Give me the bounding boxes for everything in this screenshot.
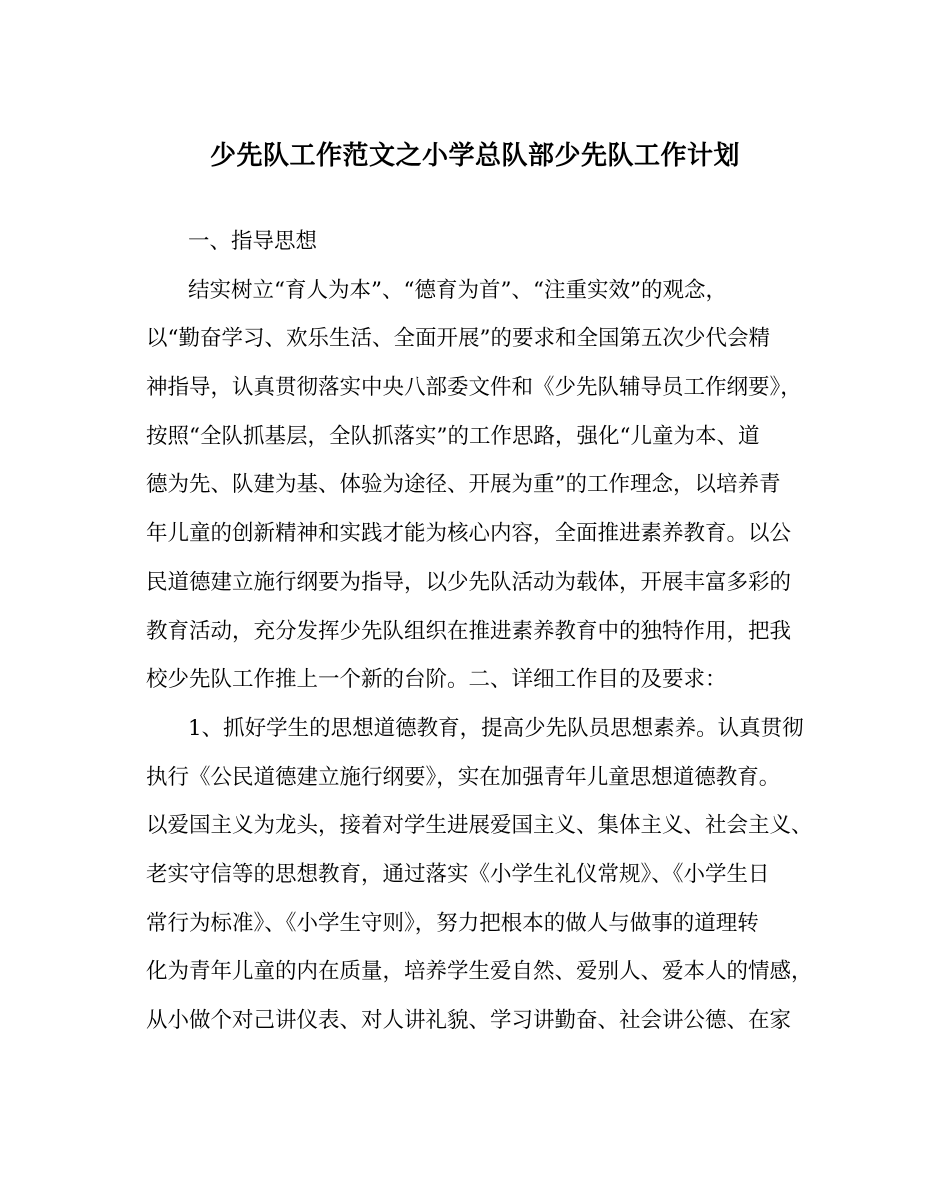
text-line: 一、指导思想 <box>188 229 318 254</box>
text-line: 常行为标准》、《小学生守则》，努力把根本的做人与做事的道理转 <box>146 910 759 936</box>
text-line: 神指导，认真贯彻落实中央八部委文件和《少先队辅导员工作纲要》， <box>146 375 802 401</box>
text-line: 校少先队工作推上一个新的台阶。二、详细工作目的及要求： <box>146 667 727 693</box>
text-line: 以爱国主义为龙头，接着对学生进展爱国主义、集体主义、社会主义、 <box>146 813 813 839</box>
document-title: 少先队工作范文之小学总队部少先队工作计划 <box>209 141 740 171</box>
text-line: 教育活动，充分发挥少先队组织在推进素养教育中的独特作用，把我 <box>146 618 792 644</box>
text-line: 1、抓好学生的思想道德教育，提高少先队员思想素养。认真贯彻 <box>188 715 804 741</box>
text-line: 民道德建立施行纲要为指导，以少先队活动为载体，开展丰富多彩的 <box>146 569 792 595</box>
text-line: 按照“全队抓基层，全队抓落实”的工作思路，强化“儿童为本、道 <box>146 423 760 449</box>
text-line: 结实树立“育人为本”、“德育为首”、“注重实效”的观念， <box>188 277 727 303</box>
text-line: 年儿童的创新精神和实践才能为核心内容，全面推进素养教育。以公 <box>146 521 792 547</box>
text-line: 化为青年儿童的内在质量，培养学生爱自然、爱别人、爱本人的情感， <box>146 959 813 985</box>
text-line: 老实守信等的思想教育，通过落实《小学生礼仪常规》、《小学生日 <box>146 861 770 887</box>
text-line: 从小做个对己讲仪表、对人讲礼貌、学习讲勤奋、社会讲公德、在家 <box>146 1008 792 1033</box>
text-line: 执行《公民道德建立施行纲要》，实在加强青年儿童思想道德教育。 <box>146 764 781 790</box>
text-line: 以“勤奋学习、欢乐生活、全面开展”的要求和全国第五次少代会精 <box>146 326 770 352</box>
text-line: 德为先、队建为基、体验为途径、开展为重”的工作理念，以培养青 <box>146 472 781 498</box>
document-body <box>146 218 818 1046</box>
